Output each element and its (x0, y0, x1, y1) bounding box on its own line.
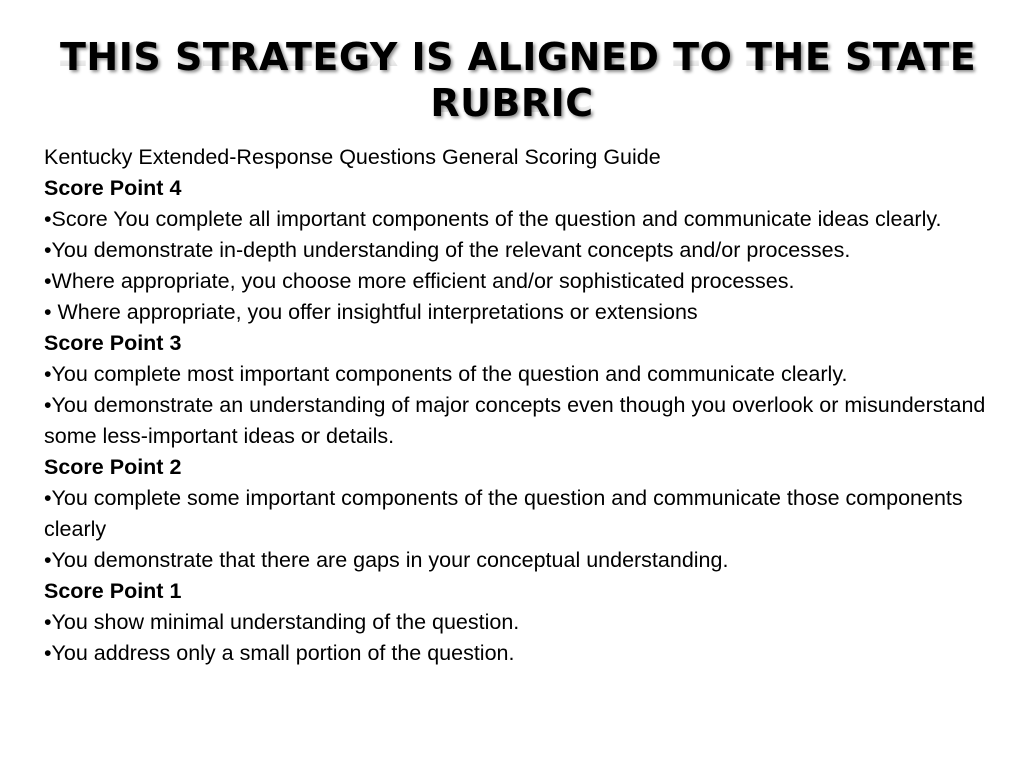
score-point-1-bullet: •You address only a small portion of the question. (44, 641, 515, 665)
score-point-3-heading: Score Point 3 (44, 331, 182, 355)
score-point-3-bullet: •You complete most important components of the question and communicate clearly. (44, 362, 848, 386)
score-point-3-bullet: •You demonstrate an understanding of major concepts even though you overlook or misunderstand some less-important ideas or details. (44, 393, 986, 448)
score-point-4-bullet: •You demonstrate in-depth understanding of the relevant concepts and/or processes. (44, 238, 851, 262)
slide-body (44, 142, 1004, 669)
slide-title (60, 34, 977, 126)
score-point-4-bullet: • Where appropriate, you offer insightful interpretations or extensions (44, 300, 698, 324)
score-point-1-bullet: •You show minimal understanding of the question. (44, 610, 520, 634)
intro-text: Kentucky Extended-Response Questions General Scoring Guide (44, 145, 661, 169)
score-point-2-heading: Score Point 2 (44, 455, 182, 479)
score-point-2-bullet: •You complete some important components of the question and communicate those components clearly (44, 486, 963, 541)
score-point-4-bullet: •Score You complete all important components of the question and communicate ideas clearly. (44, 207, 942, 231)
title-line-2: RUBRIC RUBRIC (60, 80, 964, 126)
score-point-1-heading: Score Point 1 (44, 579, 182, 603)
score-point-4-bullet: •Where appropriate, you choose more efficient and/or sophisticated processes. (44, 269, 795, 293)
score-point-2-bullet: •You demonstrate that there are gaps in your conceptual understanding. (44, 548, 729, 572)
score-point-4-heading: Score Point 4 (44, 176, 182, 200)
title-line-1: THIS STRATEGY IS ALIGNED TO THE STATE THIS STRATEGY IS ALIGNED TO THE STATE (60, 34, 964, 80)
